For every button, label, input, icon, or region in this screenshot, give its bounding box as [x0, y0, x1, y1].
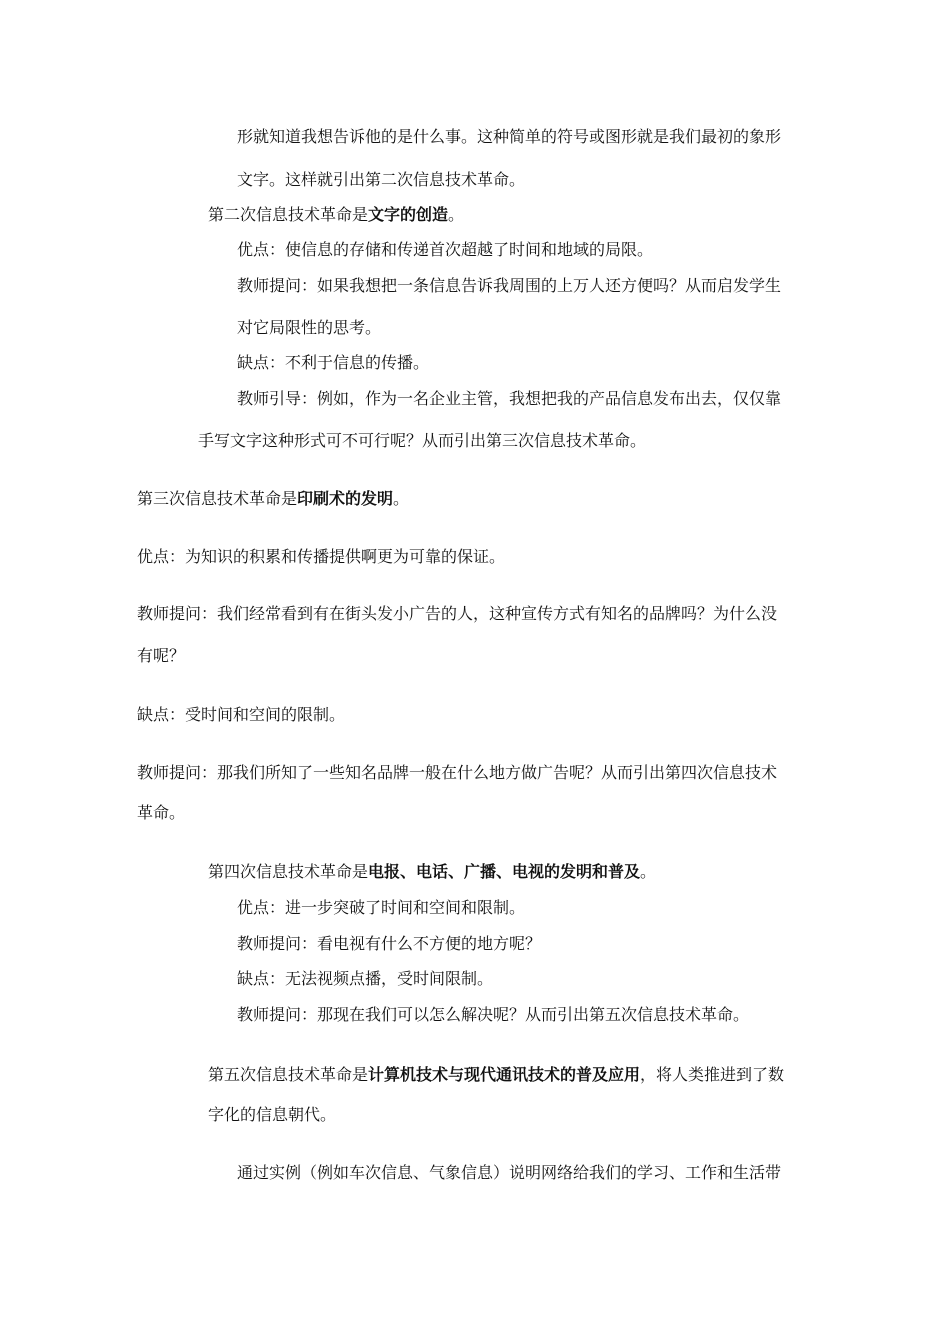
text-line: [137, 763, 777, 783]
revolution-heading: [208, 1065, 784, 1085]
text-line: [237, 276, 781, 296]
line-text: 缺点：无法视频点播，受时间限制。: [237, 969, 494, 988]
revolution-heading: [137, 489, 409, 509]
text-line: [237, 170, 525, 190]
line-text: 优点：为知识的积累和传播提供啊更为可靠的保证。: [137, 547, 506, 566]
line-text: 缺点：不利于信息的传播。: [237, 353, 430, 372]
line-text: 教师提问：我们经常看到有在街头发小广告的人，这种宣传方式有知名的品牌吗？为什么没: [137, 604, 778, 623]
bold-term: 电报、电话、广播、电视的发明和普及: [368, 862, 641, 881]
text-line: [237, 389, 781, 409]
text-line: [137, 803, 185, 823]
text-line: [198, 431, 646, 451]
line-text: 教师提问：那我们所知了一些知名品牌一般在什么地方做广告呢？从而引出第四次信息技术: [137, 763, 778, 782]
line-text: 有呢？: [137, 646, 186, 665]
text-line: [208, 1105, 336, 1125]
line-text: 通过实例（例如车次信息、气象信息）说明网络给我们的学习、工作和生活带: [237, 1163, 782, 1182]
text-line: [237, 127, 781, 147]
text-line: [137, 547, 505, 567]
line-text: 教师引导：例如，作为一名企业主管，我想把我的产品信息发布出去，仅仅靠: [237, 389, 782, 408]
line-text: 优点：进一步突破了时间和空间和限制。: [237, 898, 526, 917]
line-text: 。: [393, 489, 410, 508]
text-line: [237, 969, 493, 989]
line-text: 。: [640, 862, 657, 881]
text-line: [237, 1163, 781, 1183]
text-line: [237, 318, 381, 338]
line-text: 第五次信息技术革命是: [208, 1065, 369, 1084]
revolution-heading: [208, 862, 656, 882]
text-line: [237, 240, 653, 260]
bold-term: 文字的创造: [368, 205, 449, 224]
revolution-heading: [208, 205, 464, 225]
line-text: 对它局限性的思考。: [237, 318, 382, 337]
line-text: 形就知道我想告诉他的是什么事。这种简单的符号或图形就是我们最初的象形: [237, 127, 782, 146]
line-text: 教师提问：看电视有什么不方便的地方呢？: [237, 934, 542, 953]
line-text: 教师提问：如果我想把一条信息告诉我周围的上万人还方便吗？从而启发学生: [237, 276, 782, 295]
line-text: 缺点：受时间和空间的限制。: [137, 705, 346, 724]
line-text: 字化的信息朝代。: [208, 1105, 337, 1124]
bold-term: 计算机技术与现代通讯技术的普及应用: [368, 1065, 641, 1084]
text-line: [137, 705, 345, 725]
text-line: [237, 1005, 749, 1025]
text-line: [237, 353, 429, 373]
line-text: 第二次信息技术革命是: [208, 205, 369, 224]
text-line: [137, 604, 777, 624]
line-text: 手写文字这种形式可不可行呢？从而引出第三次信息技术革命。: [198, 431, 647, 450]
text-line: [237, 934, 541, 954]
line-text: 革命。: [137, 803, 186, 822]
bold-term: 印刷术的发明: [297, 489, 394, 508]
text-line: [137, 646, 185, 666]
line-text: 第四次信息技术革命是: [208, 862, 369, 881]
line-text: 文字。这样就引出第二次信息技术革命。: [237, 170, 526, 189]
line-text: 优点：使信息的存储和传递首次超越了时间和地域的局限。: [237, 240, 654, 259]
text-line: [237, 898, 525, 918]
line-text: 教师提问：那现在我们可以怎么解决呢？从而引出第五次信息技术革命。: [237, 1005, 750, 1024]
line-text: 。: [448, 205, 465, 224]
line-text: ，将人类推进到了数: [640, 1065, 785, 1084]
line-text: 第三次信息技术革命是: [137, 489, 298, 508]
